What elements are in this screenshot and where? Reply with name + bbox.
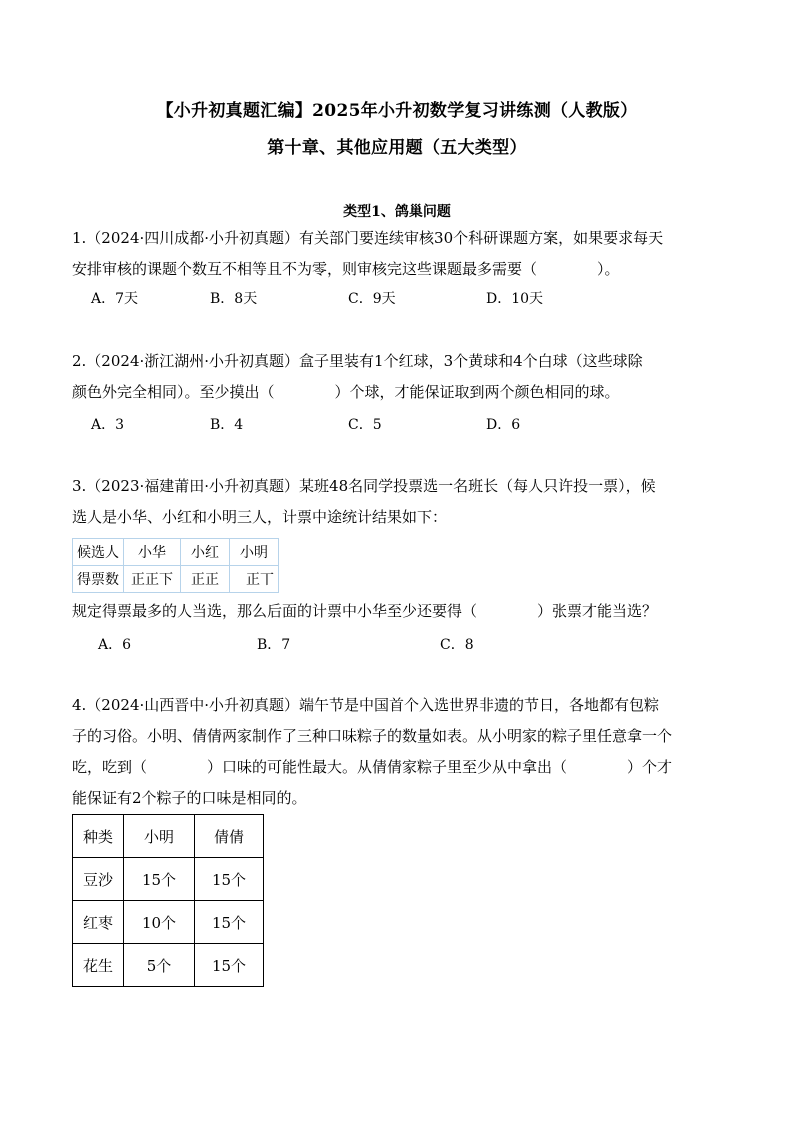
question-1-line-2: 安排审核的课题个数互不相等且不为零，则审核完这些课题最多需要（ ）。 xyxy=(72,260,620,278)
table-cell: 倩倩 xyxy=(195,815,264,858)
table-cell: 花生 xyxy=(73,944,124,987)
question-3-line-3: 规定得票最多的人当选，那么后面的计票中小华至少还要得（ ）张票才能当选？ xyxy=(72,602,658,620)
option-b: B．7 xyxy=(257,637,291,653)
table-cell: 小红 xyxy=(181,539,230,566)
table-cell: 15个 xyxy=(124,858,195,901)
question-3-followup xyxy=(72,596,727,627)
question-4-line-4: 能保证有2个粽子的口味是相同的。 xyxy=(72,789,307,807)
option-c: C．8 xyxy=(440,637,474,653)
table-cell: 种类 xyxy=(73,815,124,858)
option-d: D．6 xyxy=(486,417,521,433)
option-a: A．6 xyxy=(98,637,132,653)
table-row xyxy=(73,566,279,593)
option-a: A．7天 xyxy=(91,291,139,307)
question-1-line-1: 1.（2024·四川成都·小升初真题）有关部门要连续审核30个科研课题方案，如果要求每天 xyxy=(72,229,664,247)
question-3-line-1: 3.（2023·福建莆田·小升初真题）某班48名同学投票选一名班长（每人只许投一票），候 xyxy=(72,477,656,495)
table-cell: 小明 xyxy=(124,815,195,858)
table-cell: 15个 xyxy=(195,901,264,944)
option-c: C．9天 xyxy=(348,291,396,307)
option-d: D．10天 xyxy=(486,291,544,307)
option-b: B．4 xyxy=(210,417,244,433)
page-subtitle: 第十章、其他应用题（五大类型） xyxy=(267,138,527,158)
table-cell: 正丅 xyxy=(230,566,279,593)
page-title: 【小升初真题汇编】2025年小升初数学复习讲练测（人教版） xyxy=(156,101,638,121)
table-cell: 红枣 xyxy=(73,901,124,944)
table-row xyxy=(73,539,279,566)
question-4-line-3: 吃，吃到（ ）口味的可能性最大。从倩倩家粽子里至少从中拿出（ ）个才 xyxy=(72,758,673,776)
option-a: A．3 xyxy=(91,417,125,433)
option-c: C．5 xyxy=(348,417,382,433)
vote-count-table xyxy=(72,538,279,593)
table-cell: 正正 xyxy=(181,566,230,593)
table-row xyxy=(73,858,264,901)
table-cell: 得票数 xyxy=(73,566,124,593)
table-cell: 10个 xyxy=(124,901,195,944)
table-cell: 15个 xyxy=(195,944,264,987)
table-row xyxy=(73,901,264,944)
table-cell: 豆沙 xyxy=(73,858,124,901)
question-3-line-2: 选人是小华、小红和小明三人，计票中途统计结果如下： xyxy=(72,508,448,526)
table-cell: 小明 xyxy=(230,539,279,566)
question-2-line-2: 颜色外完全相同）。至少摸出（ ）个球，才能保证取到两个颜色相同的球。 xyxy=(72,383,620,401)
table-cell: 5个 xyxy=(124,944,195,987)
table-row xyxy=(73,944,264,987)
section-heading: 类型1、鸽巢问题 xyxy=(343,204,451,220)
question-4-line-2: 子的习俗。小明、倩倩两家制作了三种口味粽子的数量如表。从小明家的粽子里任意拿一个 xyxy=(72,727,673,745)
question-4-line-1: 4.（2024·山西晋中·小升初真题）端午节是中国首个入选世界非遗的节日，各地都有包粽 xyxy=(72,696,660,714)
table-row xyxy=(73,815,264,858)
question-1 xyxy=(72,223,727,285)
question-4 xyxy=(72,690,727,814)
question-3 xyxy=(72,471,727,533)
table-cell: 正正下 xyxy=(124,566,181,593)
zongzi-count-table xyxy=(72,814,264,987)
table-cell: 小华 xyxy=(124,539,181,566)
question-2-line-1: 2.（2024·浙江湖州·小升初真题）盒子里装有1个红球，3个黄球和4个白球（这些球除 xyxy=(72,352,643,370)
table-cell: 15个 xyxy=(195,858,264,901)
table-cell: 候选人 xyxy=(73,539,124,566)
option-b: B．8天 xyxy=(210,291,258,307)
question-2 xyxy=(72,346,727,408)
